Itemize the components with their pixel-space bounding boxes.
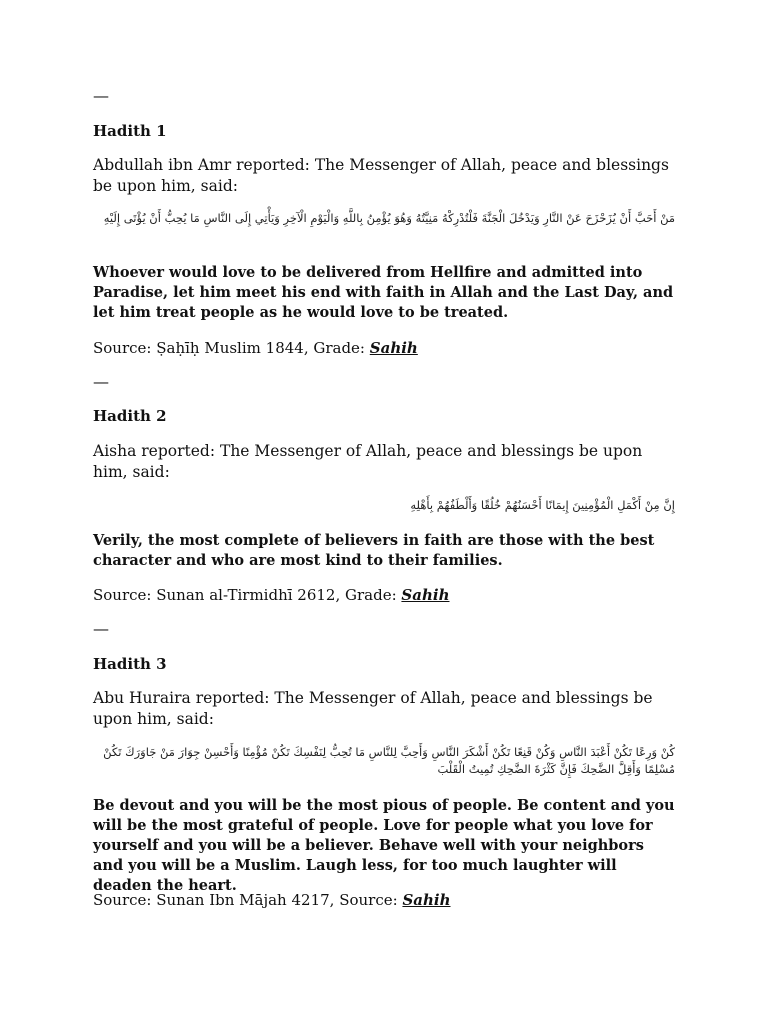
arabic-text: إِنَّ مِنْ أَكْمَلِ الْمُؤْمِنِينَ إِيمَانًا أَحْسَنُهُمْ خُلُقًا وَأَلْطَفُهُمْ بِأَهْلِهِ [410, 498, 675, 512]
arabic-text: كُنْ وَرِعًا تَكُنْ أَعْبَدَ النَّاسِ وَكُنْ قَنِعًا تَكُنْ أَشْكَرَ النَّاسِ وَأَحِبَّ لِلنَّاسِ مَا تُحِبُّ لِنَفْسِكَ تَكُنْ مُؤْمِنًا وَأَحْسِنْ جِوَارَ مَنْ جَاوَرَكَ تَكُنْ مُسْلِمًا وَأَقِلَّ الضَّحِكَ فَإِنَّ كَثْرَةَ الضَّحِكِ تُمِيتُ الْقَلْبَ [103, 745, 675, 776]
separator: — [93, 86, 109, 105]
source-label: Source: Sunan al-Tirmidhī 2612, Grade: [93, 586, 402, 604]
hadith-intro: Abu Huraira reported: The Messenger of Allah, peace and blessings be upon him, said: [93, 689, 653, 728]
hadith-title: Hadith 3 [93, 655, 167, 673]
hadith-source [93, 338, 675, 358]
hadith-intro: Aisha reported: The Messenger of Allah, peace and blessings be upon him, said: [93, 442, 643, 481]
hadith-source [93, 890, 675, 910]
separator: — [93, 619, 109, 638]
hadith-title: Hadith 1 [93, 122, 167, 140]
hadith-intro: Abdullah ibn Amr reported: The Messenger of Allah, peace and blessings be upon him, said: [93, 156, 669, 195]
separator: — [93, 372, 109, 391]
source-label: Source: Sunan Ibn Mājah 4217, Source: [93, 891, 403, 909]
hadith-translation: Whoever would love to be delivered from Hellfire and admitted into Paradise, let him meet his end with faith in Allah and the Last Day, and let him treat people as he would love to be treated. [93, 264, 674, 321]
hadith-title: Hadith 2 [93, 407, 167, 425]
hadith-translation: Verily, the most complete of believers in faith are those with the best character and who are most kind to their families. [93, 532, 655, 569]
hadith-source [93, 585, 675, 605]
arabic-text: مَنْ أَحَبَّ أَنْ يُزَحْزَحَ عَنْ النَّارِ وَيَدْخُلَ الْجَنَّةَ فَلْتُدْرِكْهُ مَنِيَّتُهُ وَهُوَ يُؤْمِنُ بِاللَّهِ وَالْيَوْمِ الْآخِرِ وَيَأْتِي إِلَى النَّاسِ مَا يُحِبُّ أَنْ يُؤْتَى إِلَيْهِ [103, 211, 675, 225]
source-label: Source: Ṣaḥīḥ Muslim 1844, Grade: [93, 339, 370, 357]
grade-link[interactable]: Sahih [402, 891, 451, 909]
grade-link[interactable]: Sahih [401, 586, 450, 604]
hadith-translation: Be devout and you will be the most pious of people. Be content and you will be the most grateful of people. Love for people what you love for yourself and you will be a believer. Behave well with your neighbors and you will be a Muslim. Laugh less, for too much laughter will deaden the heart. [93, 797, 675, 894]
grade-link[interactable]: Sahih [369, 339, 418, 357]
